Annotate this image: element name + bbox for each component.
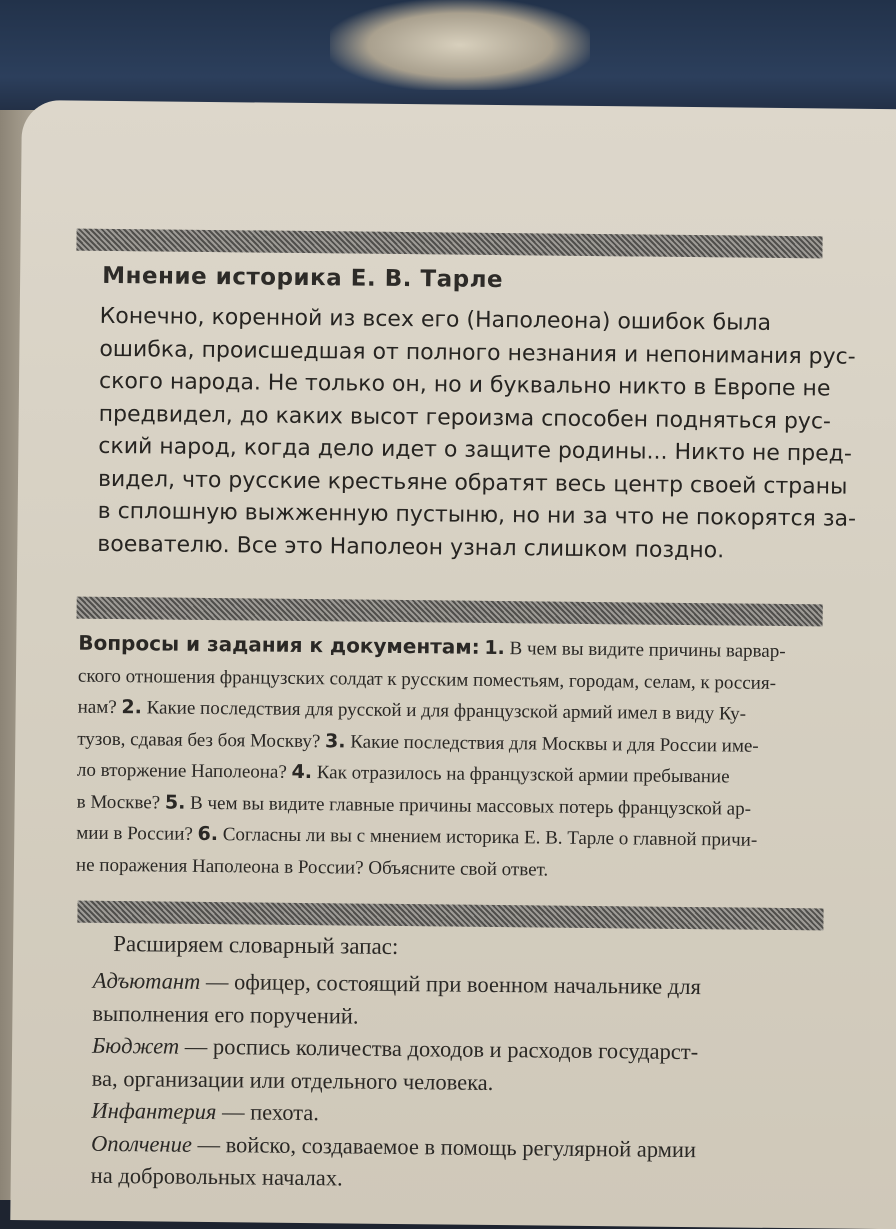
question-number: 6.: [197, 822, 219, 846]
vocabulary-list: [91, 965, 813, 1200]
vocabulary-definition: — пехота.: [216, 1099, 320, 1126]
article-heading: Мнение историка Е. В. Тарле: [102, 262, 504, 294]
question-number: 3.: [324, 729, 346, 752]
vocabulary-title: Расширяем словарный запас:: [113, 931, 399, 959]
question-text: ского отношения французских солдат к русским поместьям, городам, селам, к россия-: [77, 665, 777, 694]
question-text: нам?: [77, 696, 122, 719]
vocabulary-term: Ополчение: [90, 1130, 193, 1157]
question-number: 4.: [291, 760, 313, 784]
vocabulary-entry: [92, 1030, 813, 1103]
hatched-divider: [77, 901, 823, 931]
question-text: Как отразилось на французской армии пребывание: [311, 762, 730, 788]
quote-line: в сплошную выжженную пустыню, но ни за что не покорятся за-: [97, 498, 857, 532]
vocabulary-definition: — офицер, состоящий при военном начальнике для: [200, 968, 702, 1000]
question-text: тузов, сдавая без боя Москву?: [77, 728, 326, 752]
question-number: 5.: [164, 791, 186, 814]
quote-line: предвидел, до каких высот героизма способен подняться рус-: [98, 401, 832, 434]
vocabulary-term: Адъютант: [92, 967, 201, 994]
question-text: Согласны ли вы с мнением историка Е. В. Тарле о главной причи-: [217, 824, 758, 851]
vocabulary-definition-continued: ва, организации или отдельного человека.: [91, 1065, 494, 1095]
question-text: ло вторжение Наполеона?: [76, 759, 292, 783]
question-text: В чем вы видите главные причины массовых потерь французской ар-: [185, 792, 752, 820]
quote-line: ошибка, происшедшая от полного незнания и непонимания рус-: [99, 336, 856, 370]
question-number: 1.: [484, 636, 505, 660]
questions-heading: Вопросы и задания к документам:: [78, 630, 480, 659]
book-page: [10, 100, 896, 1229]
question-text: В чем вы видите причины варвар-: [504, 638, 786, 663]
question-text: Какие последствия для русской и для французской армий имел в виду Ку-: [141, 697, 747, 725]
historian-quote: [97, 301, 857, 568]
vocabulary-definition-continued: на добровольных началах.: [90, 1162, 343, 1191]
question-number: 2.: [121, 696, 143, 719]
quote-line: воевателю. Все это Наполеон узнал слишком поздно.: [97, 531, 725, 563]
question-text: мии в России?: [76, 822, 198, 845]
vocabulary-entry: [92, 965, 813, 1038]
vocabulary-definition: — войско, создаваемое в помощь регулярной армии: [191, 1131, 697, 1162]
vocabulary-entry: [91, 1127, 812, 1200]
question-text: Какие последствия для Москвы и для России име-: [345, 730, 759, 757]
question-text: в Москве?: [76, 791, 166, 814]
quote-line: ский народ, когда дело идет о защите родины... Никто не пред-: [98, 433, 853, 467]
vocabulary-definition: — роспись количества доходов и расходов государст-: [179, 1033, 699, 1065]
quote-line: ского народа. Не только он, но и буквально никто в Европе не: [98, 368, 831, 402]
quote-line: видел, что русские крестьяне обратят весь центр своей страны: [97, 466, 848, 500]
vocabulary-term: Инфантерия: [91, 1097, 217, 1125]
question-text: не поражения Наполеона в России? Объясните свой ответ.: [75, 854, 549, 881]
questions-block: [76, 629, 807, 889]
hatched-divider: [77, 597, 823, 627]
hatched-divider: [76, 229, 822, 259]
vocabulary-definition-continued: выполнения его поручений.: [92, 1000, 359, 1029]
quote-line: Конечно, коренной из всех его (Наполеона) ошибок была: [99, 303, 772, 336]
vocabulary-term: Бюджет: [91, 1032, 180, 1059]
